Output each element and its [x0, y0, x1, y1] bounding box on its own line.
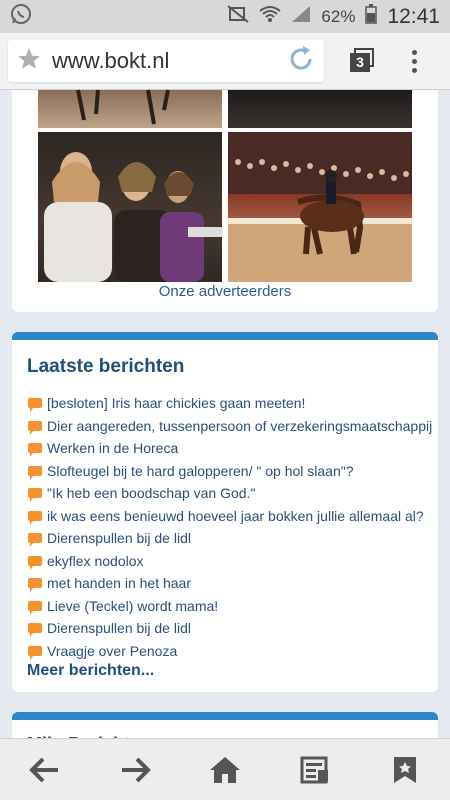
chat-bubble-icon: [28, 533, 42, 543]
reader-icon[interactable]: [290, 745, 340, 795]
list-item[interactable]: [28, 415, 432, 438]
browser-toolbar: [0, 33, 450, 90]
chat-bubble-icon: [28, 578, 42, 588]
post-title[interactable]: ik was eens benieuwd hoeveel jaar bokken jullie allemaal al?: [47, 507, 424, 524]
reload-icon[interactable]: [286, 44, 316, 79]
chat-bubble-icon: [28, 511, 42, 521]
battery-icon: [365, 4, 377, 29]
list-item[interactable]: [28, 460, 432, 483]
url-text[interactable]: www.bokt.nl: [52, 48, 170, 73]
photo-spectators[interactable]: [38, 132, 222, 282]
post-title[interactable]: Slofteugel bij te hard galopperen/ " op hol slaan"?: [47, 462, 354, 479]
post-title[interactable]: Werken in de Horeca: [47, 440, 179, 457]
chat-bubble-icon: [28, 421, 42, 431]
status-bar: [0, 0, 450, 33]
clock: 12:41: [387, 4, 440, 28]
post-title[interactable]: Dierenspullen bij de lidl: [47, 530, 191, 547]
post-title[interactable]: Vraagje over Penoza: [47, 642, 178, 659]
post-list: [28, 392, 432, 662]
tabs-button[interactable]: [346, 48, 376, 74]
latest-posts-card: [12, 332, 438, 692]
post-title[interactable]: Lieve (Teckel) wordt mama!: [47, 597, 219, 614]
chat-bubble-icon: [28, 601, 42, 611]
list-item[interactable]: [28, 550, 432, 573]
page-content[interactable]: [0, 90, 450, 738]
bookmarks-icon[interactable]: [380, 745, 430, 795]
list-item[interactable]: [28, 640, 432, 663]
chat-bubble-icon: [28, 488, 42, 498]
post-title[interactable]: [besloten] Iris haar chickies gaan meeten!: [47, 395, 306, 412]
list-item[interactable]: [28, 505, 432, 528]
chat-bubble-icon: [28, 646, 42, 656]
post-title[interactable]: met handen in het haar: [47, 575, 191, 592]
list-item[interactable]: [28, 617, 432, 640]
latest-posts-title: Laatste berichten: [27, 356, 185, 377]
chat-bubble-icon: [28, 466, 42, 476]
list-item[interactable]: [28, 527, 432, 550]
post-title[interactable]: Dier aangereden, tussenpersoon of verzekeringsmaatschappij: [47, 417, 433, 434]
overflow-menu-icon[interactable]: [412, 50, 417, 73]
photo-horse-show[interactable]: [228, 132, 412, 282]
address-bar[interactable]: [8, 40, 324, 82]
list-item[interactable]: [28, 437, 432, 460]
wifi-icon: [259, 5, 281, 28]
photo-dressage-arena[interactable]: [38, 90, 222, 128]
more-posts-link[interactable]: Meer berichten...: [27, 662, 155, 679]
star-icon[interactable]: [16, 46, 42, 77]
browser-bottom-bar: [0, 738, 450, 800]
post-title[interactable]: ekyflex nodolox: [47, 552, 144, 569]
list-item[interactable]: [28, 392, 432, 415]
list-item[interactable]: [28, 482, 432, 505]
back-arrow-icon[interactable]: [20, 745, 70, 795]
signal-icon: [291, 5, 311, 28]
list-item[interactable]: [28, 595, 432, 618]
tab-count: 3: [350, 53, 370, 72]
post-title[interactable]: Dierenspullen bij de lidl: [47, 620, 191, 637]
list-item[interactable]: [28, 572, 432, 595]
chat-bubble-icon: [28, 398, 42, 408]
whatsapp-icon: [10, 3, 32, 30]
chat-bubble-icon: [28, 556, 42, 566]
home-icon[interactable]: [200, 745, 250, 795]
forward-arrow-icon[interactable]: [110, 745, 160, 795]
post-title[interactable]: "Ik heb een boodschap van God.": [47, 485, 256, 502]
chat-bubble-icon: [28, 623, 42, 633]
mute-icon: [227, 5, 249, 28]
advertisers-card: [12, 90, 438, 312]
chat-bubble-icon: [28, 443, 42, 453]
battery-percent: 62%: [321, 6, 356, 26]
advertisers-link[interactable]: Onze adverteerders: [158, 283, 292, 300]
photo-dark-arena[interactable]: [228, 90, 412, 128]
